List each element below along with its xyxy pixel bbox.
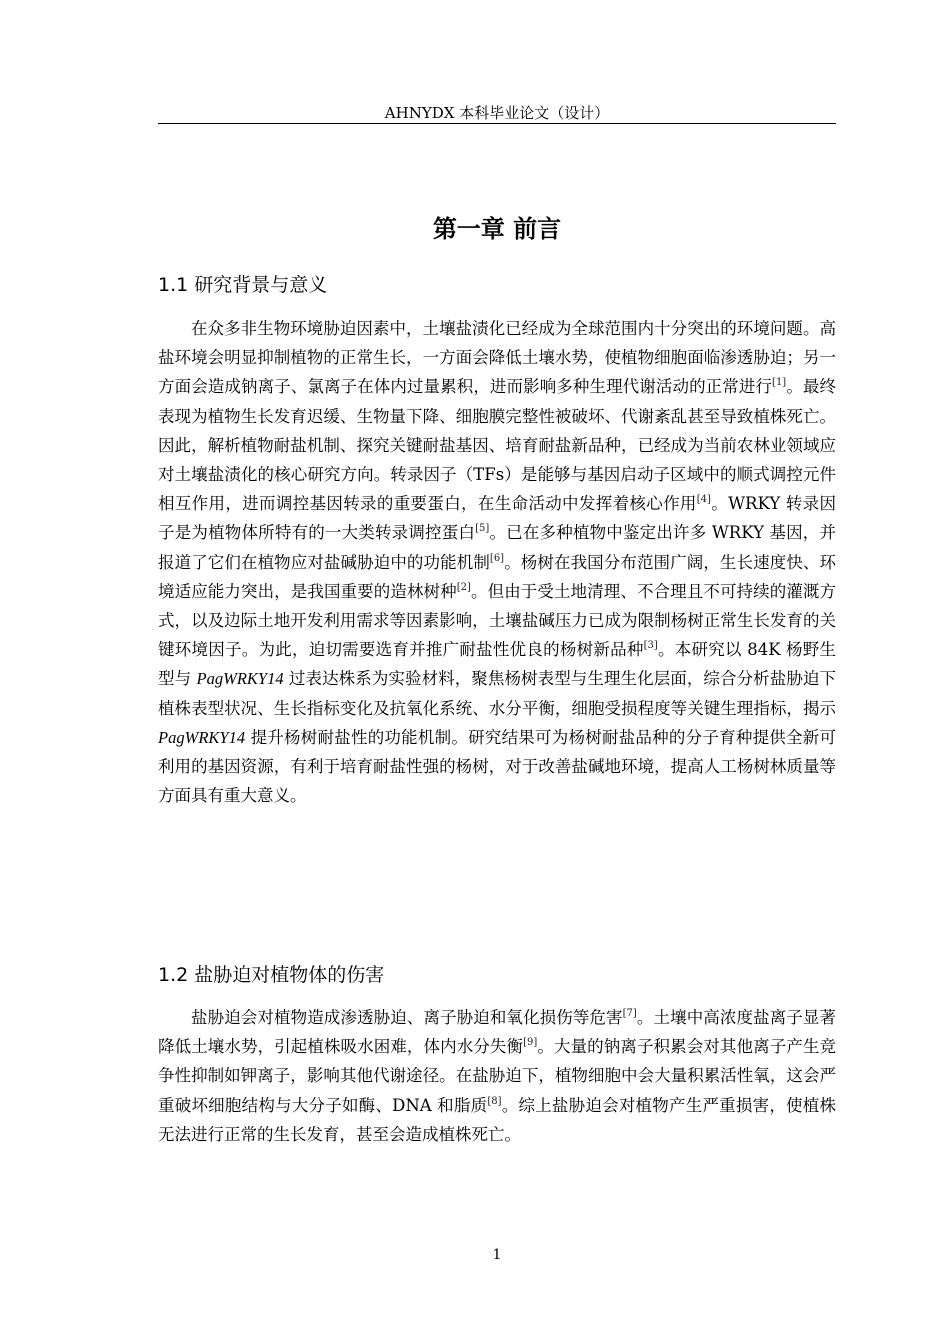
paragraph-text: 。大量的钠离子积累会对其他离子产生竞争性抑制如钾离子，影响其他代谢途径。在盐胁迫下，植物细胞中会大量积累活性氧，这会严重破坏细胞结构与大分子如酶、DNA 和脂质 (158, 1037, 837, 1115)
citation-ref: [3] (643, 640, 658, 652)
paragraph-text: 过表达株系为实验材料，聚焦杨树表型与生理生化层面，综合分析盐胁迫下植株表型状况、生长指标变化及抗氧化系统、水分平衡，细胞受损程度等关键生理指标，揭示 (158, 669, 837, 718)
citation-ref: [7] (622, 1008, 637, 1019)
citation-ref: [8] (487, 1095, 502, 1107)
gene-name: PagWRKY14 (196, 669, 284, 689)
paragraph-text: 。最终表现为植物生长发育迟缓、生物量下降、细胞膜完整性被破坏、代谢紊乱甚至导致植株死亡。因此，解析植物耐盐机制、探究关键耐盐基因、培育耐盐新品种，已经成为当前农林业领域应对土壤盐渍化的核心研究方向。转录因子（TFs）是能够与基因启动子区域中的顺式调控元件相互作用，进而调控基因转录的重要蛋白，在生命活动中发挥着核心作用 (158, 377, 837, 514)
paragraph-text: 。综上盐胁迫会对植物产生严重损害，使植株无法进行正常的生长发育，甚至会造成植株死亡。 (158, 1095, 837, 1144)
paragraph-text: 。本研究以 84K 杨野生型与 (158, 640, 837, 689)
section-heading-1-1: 1.1 研究背景与意义 (158, 274, 328, 296)
running-header: AHNYDX 本科毕业论文（设计） (384, 104, 610, 122)
citation-ref: [6] (489, 552, 505, 564)
citation-ref: [2] (456, 581, 471, 593)
section-1-1-paragraph (158, 314, 836, 810)
paragraph-text: 提升杨树耐盐性的功能机制。研究结果可为杨树耐盐品种的分子育种提供全新可利用的基因资源，有利于培育耐盐性强的杨树，对于改善盐碱地环境，提高人工杨树林质量等方面具有重大意义。 (158, 727, 836, 806)
paragraph-text: 。已在多种植物中鉴定出许多 WRKY 基因，并报道了它们在植物应对盐碱胁迫中的功能机制 (158, 523, 837, 572)
section-heading-1-2: 1.2 盐胁迫对植物体的伤害 (158, 964, 385, 986)
paragraph-text: 。WRKY 转录因子是为植物体所特有的一大类转录调控蛋白 (158, 494, 837, 543)
citation-ref: [4] (696, 494, 711, 506)
chapter-title: 第一章 前言 (432, 215, 562, 243)
header-divider (158, 123, 836, 124)
page-number: 1 (492, 1247, 502, 1263)
citation-ref: [9] (523, 1037, 538, 1049)
citation-ref: [5] (475, 523, 490, 535)
paragraph-text: 。土壤中高浓度盐离子显著降低土壤水势，引起植株吸水困难，体内水分失衡 (158, 1008, 837, 1057)
section-1-2-paragraph (158, 1003, 836, 1149)
paragraph-text: 盐胁迫会对植物造成渗透胁迫、离子胁迫和氧化损伤等危害 (191, 1008, 623, 1027)
paragraph-text: 在众多非生物环境胁迫因素中，土壤盐渍化已经成为全球范围内十分突出的环境问题。高盐环境会明显抑制植物的正常生长，一方面会降低土壤水势，使植物细胞面临渗透胁迫；另一方面会造成钠离子、氯离子在体内过量累积，进而影响多种生理代谢活动的正常进行 (158, 319, 836, 397)
paragraph-text: 。杨树在我国分布范围广阔，生长速度快、环境适应能力突出，是我国重要的造林树种 (158, 552, 837, 601)
citation-ref: [1] (772, 377, 787, 389)
gene-name: PagWRKY14 (158, 727, 246, 747)
paragraph-text: 。但由于受土地清理、不合理且不可持续的灌溉方式，以及边际土地开发利用需求等因素影响，土壤盐碱压力已成为限制杨树正常生长发育的关键环境因子。为此，迫切需要选育并推广耐盐性优良的杨树新品种 (158, 581, 837, 660)
